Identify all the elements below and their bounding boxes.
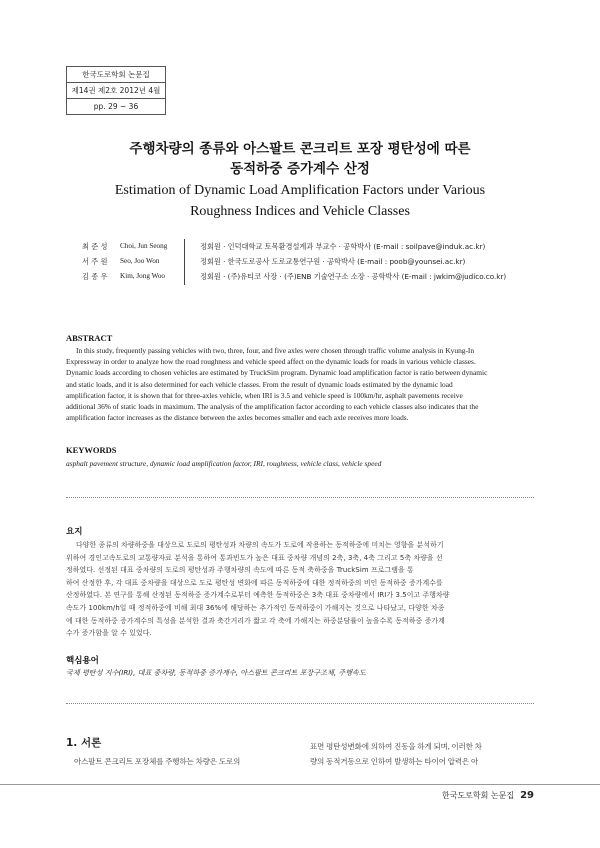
abstract-line: Expressway in order to analyze how the road roughness and vehicle speed affect on the dynamic loads for roads in various vehicle classes. <box>66 357 476 367</box>
journal-pages: pp. 29 ~ 36 <box>67 98 165 114</box>
summary-ko-line: 속도가 100km/h일 때 정적하중에 비해 최대 36%에 해당하는 추가적인 동적하중이 가해지는 것으로 나타났고, 다양한 차종 <box>66 603 445 612</box>
journal-info-box <box>66 66 166 115</box>
title-ko-line2: 동적하중 증가계수 산정 <box>230 161 370 177</box>
title-ko-line1: 주행차량의 종류와 아스팔트 콘크리트 포장 평탄성에 따른 <box>129 141 471 157</box>
abstract-body <box>66 345 534 423</box>
author-name-en: Seo, Joo Won <box>120 257 160 265</box>
author-affiliation: 정회원 · 한국도로공사 도로교통연구원 · 공학박사 (E-mail : poob@younsei.ac.kr) <box>200 257 466 266</box>
keywords-heading: KEYWORDS <box>66 445 117 455</box>
author-divider <box>184 239 185 285</box>
abstract-line: Dynamic loads according to chosen vehicles are estimated by TruckSim program. Dynamic load amplification factor is ratio between dynamic <box>66 368 488 378</box>
abstract-heading: ABSTRACT <box>66 333 113 343</box>
summary-ko-line: 정하였다. 선정된 대표 중차량의 도로의 평탄성과 주행차량의 속도에 따른 동적 축하중을 TruckSim 프로그램을 통 <box>66 566 414 575</box>
summary-ko-line: 수가 증가함을 알 수 있었다. <box>66 629 152 638</box>
title-en-line2: Roughness Indices and Vehicle Classes <box>190 204 410 219</box>
section-divider <box>66 703 534 704</box>
abstract-line: additional 36% of static loads in maximum. The analysis of the amplification factor according to each vehicle classes also indicates that the <box>66 402 479 412</box>
author-affiliation: 정회원 · 인덕대학교 토목환경설계과 부교수 · 공학박사 (E-mail : soilpave@induk.ac.kr) <box>200 242 486 251</box>
summary-ko-line: 에 대한 동적하중 증가계수의 특성을 분석한 결과 축간거리가 짧고 각 축에 가해지는 하중분담률이 높을수록 동적하중 증가계 <box>66 616 445 625</box>
intro-heading: 1. 서론 <box>66 737 102 749</box>
summary-ko-line: 위하여 경인고속도로의 교통량자료 분석을 통하여 통과빈도가 높은 대표 중차량 개념의 2축, 3축, 4축 그리고 5축 차량을 선 <box>66 553 443 562</box>
summary-ko-heading: 요지 <box>66 527 83 537</box>
abstract-line: and static loads, and it is also determined for each vehicle classes. From the result of dynamic loads estimated by the dynamic load <box>66 379 453 389</box>
author-affiliation: 정회원 · (주)유티코 사장 · (주)ENB 기술연구소 소장 · 공학박사 (E-mail : jwkim@judico.co.kr) <box>200 272 507 281</box>
abstract-line: amplification factor, it is shown that for three-axles vehicle, when IRI is 3.5 and vehicle speed is 100km/hr, asphalt pavements receive <box>66 390 463 400</box>
abstract-line: amplification factor increases as the distance between the axles becomes smaller and each axle receives more loads. <box>66 413 409 423</box>
author-name-ko: 최 준 성 <box>82 242 108 251</box>
author-name-ko: 김 종 우 <box>82 272 108 281</box>
keywords-text: asphalt pavement structure, dynamic load amplification factor, IRI, roughness, vehicle class, vehicle speed <box>66 459 382 468</box>
keywords-ko-text: 국제 평탄성 지수(IRI), 대표 중차량, 동적하중 증가계수, 아스팔트 콘크리트 포장구조체, 주행속도 <box>66 668 366 677</box>
section-divider <box>66 497 534 498</box>
summary-ko-line: 다양한 종류의 차량하중을 대상으로 도로의 평탄성과 차량의 속도가 도로에 작용하는 동적하중에 미치는 영향을 분석하기 <box>76 541 444 549</box>
author-name-en: Choi, Jun Seong <box>120 242 168 250</box>
summary-ko-body <box>66 539 536 640</box>
page-footer <box>442 790 534 801</box>
journal-volume: 제14권 제2호 2012년 4월 <box>67 82 165 98</box>
title-en-line1: Estimation of Dynamic Load Amplification Factors under Various <box>114 183 486 198</box>
journal-society: 한국도로학회 논문집 <box>82 70 150 79</box>
summary-ko-line: 하여 산정한 후, 각 대표 중차량을 대상으로 도로 평탄성 변화에 따른 동적하중에 대한 정적하중의 비인 동적하중 증가계수를 <box>66 578 443 587</box>
page-number: 29 <box>520 790 534 801</box>
author-name-en: Kim, Jong Woo <box>120 272 166 280</box>
keywords-ko-heading: 핵심용어 <box>66 656 99 666</box>
footer-journal: 한국도로학회 논문집 <box>441 791 515 800</box>
intro-left-text: 아스팔트 콘크리트 포장체를 주행하는 차량은 도로의 <box>74 757 241 766</box>
intro-right-text: 표면 평탄성변화에 의하여 진동을 하게 되며, 이러한 차 <box>310 742 482 751</box>
author-name-ko: 서 주 원 <box>82 257 108 266</box>
summary-ko-line: 산정하였다. 본 연구를 통해 산정된 동적하중 증가계수로부터 예측한 동적하중은 3축 대표 중차량에서 IRI가 3.5이고 주행차량 <box>66 591 450 600</box>
abstract-line: In this study, frequently passing vehicles with two, three, four, and five axles were chosen through traffic volume analysis in Kyung-In <box>76 346 475 355</box>
footer-rule <box>0 784 600 785</box>
intro-right-text: 량의 동적거동으로 인하여 발생하는 타이어 압력은 아 <box>310 757 479 766</box>
